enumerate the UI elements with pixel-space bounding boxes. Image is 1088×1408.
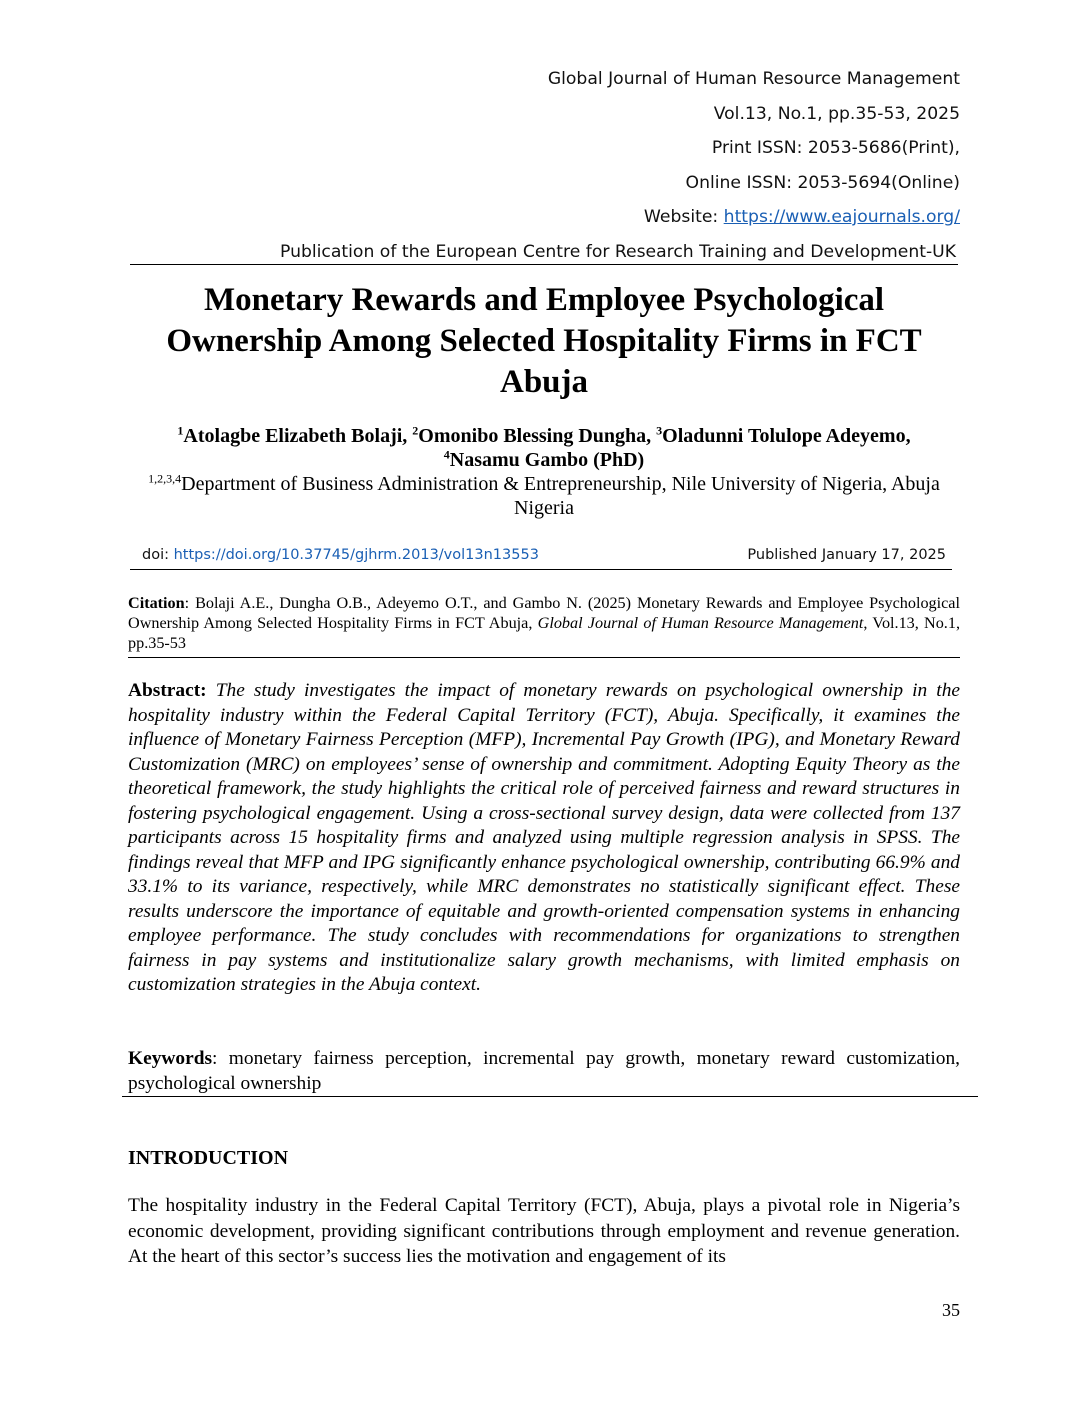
journal-header: [130, 62, 960, 235]
affiliation-text: Department of Business Administration & Entrepreneurship, Nile University of Nigeria, Abuja Nigeria: [181, 473, 940, 519]
print-issn: Print ISSN: 2053-5686(Print),: [711, 138, 960, 158]
introduction-paragraph: The hospitality industry in the Federal Capital Territory (FCT), Abuja, plays a pivotal role in Nigeria’s economic development, providing significant contributions through employment and revenue generation. At the heart of this sector’s success lies the motivation and engagement of its: [128, 1195, 960, 1267]
citation-label: Citation: [128, 594, 185, 612]
doi-link[interactable]: https://doi.org/10.37745/gjhrm.2013/vol13n13553: [173, 547, 539, 563]
author-name: Oladunni Tolulope Adeyemo,: [662, 425, 911, 447]
section-heading: INTRODUCTION: [128, 1147, 289, 1169]
abstract-label: Abstract:: [128, 680, 207, 701]
citation-text: : Bolaji A.E., Dungha O.B., Adeyemo O.T., and Gambo N. (2025) Monetary Rewards and Employee Psychological Ownership Among Selected Hospitality Firms in FCT Abuja,: [128, 594, 960, 632]
author-sup: 2: [412, 423, 419, 438]
citation-text-end: , Vol.13, No.1, pp.35-53: [128, 614, 960, 652]
website-link[interactable]: https://www.eajournals.org/: [723, 207, 960, 227]
citation: [128, 593, 960, 658]
doi: [142, 547, 539, 563]
website-line: [130, 200, 960, 235]
publication-text: Publication of the European Centre for Research Training and Development-UK: [280, 242, 956, 262]
page-number: 35: [942, 1300, 960, 1320]
keywords-divider: [122, 1096, 978, 1097]
author-name: Omonibo Blessing Dungha,: [418, 425, 657, 447]
website-label: Website:: [643, 207, 724, 227]
keywords: [128, 1047, 960, 1096]
author-name: Atolagbe Elizabeth Bolaji,: [183, 425, 413, 447]
citation-journal: Global Journal of Human Resource Management: [537, 614, 864, 632]
journal-name: Global Journal of Human Resource Management: [547, 69, 960, 89]
author-sup: 1: [177, 423, 184, 438]
doi-label: doi:: [142, 547, 174, 563]
author-sup: 4: [443, 447, 450, 462]
doi-row: [130, 545, 952, 570]
published-date: Published January 17, 2025: [747, 547, 946, 563]
author-name: Nasamu Gambo (PhD): [449, 449, 645, 471]
author-list: [130, 424, 958, 472]
volume-info: Vol.13, No.1, pp.35-53, 2025: [713, 103, 960, 124]
paper-title: Monetary Rewards and Employee Psychological Ownership Among Selected Hospitality Firms in FCT Abuja: [166, 282, 922, 400]
publication-line: [130, 240, 958, 265]
keywords-label: Keywords: [128, 1048, 213, 1069]
abstract-text: The study investigates the impact of monetary rewards on psychological ownership in the hospitality industry within the Federal Capital Territory (FCT), Abuja. Specifically, it examines the influence of Monetary Fairness Perception (MFP), Incremental Pay Growth (IPG), and Monetary Reward Customization (MRC) on employees’ sense of ownership and commitment. Adopting Equity Theory as the theoretical framework, the study highlights the critical role of perceived fairness and reward structures in fostering psychological engagement. Using a cross-sectional survey design, data were collected from 137 participants across 15 hospitality firms and analyzed using multiple regression analysis in SPSS. The findings reveal that MFP and IPG significantly enhance psychological ownership, contributing 66.9% and 33.1% to its variance, respectively, while MRC demonstrates no statistically significant effect. These results underscore the importance of equitable and growth-oriented compensation systems in enhancing employee performance. The study concludes with recommendations for organizations to strengthen fairness in pay systems and institutionalize salary growth mechanisms, with limited emphasis on customization strategies in the Abuja context.: [128, 680, 961, 995]
author-sup: 3: [656, 423, 663, 438]
affiliation: [130, 472, 958, 520]
abstract: [128, 679, 960, 998]
keywords-text: : monetary fairness perception, incremental pay growth, monetary reward customization, psychological ownership: [128, 1048, 960, 1094]
affiliation-sup: 1,2,3,4: [148, 471, 182, 486]
online-issn: Online ISSN: 2053-5694(Online): [685, 172, 960, 193]
